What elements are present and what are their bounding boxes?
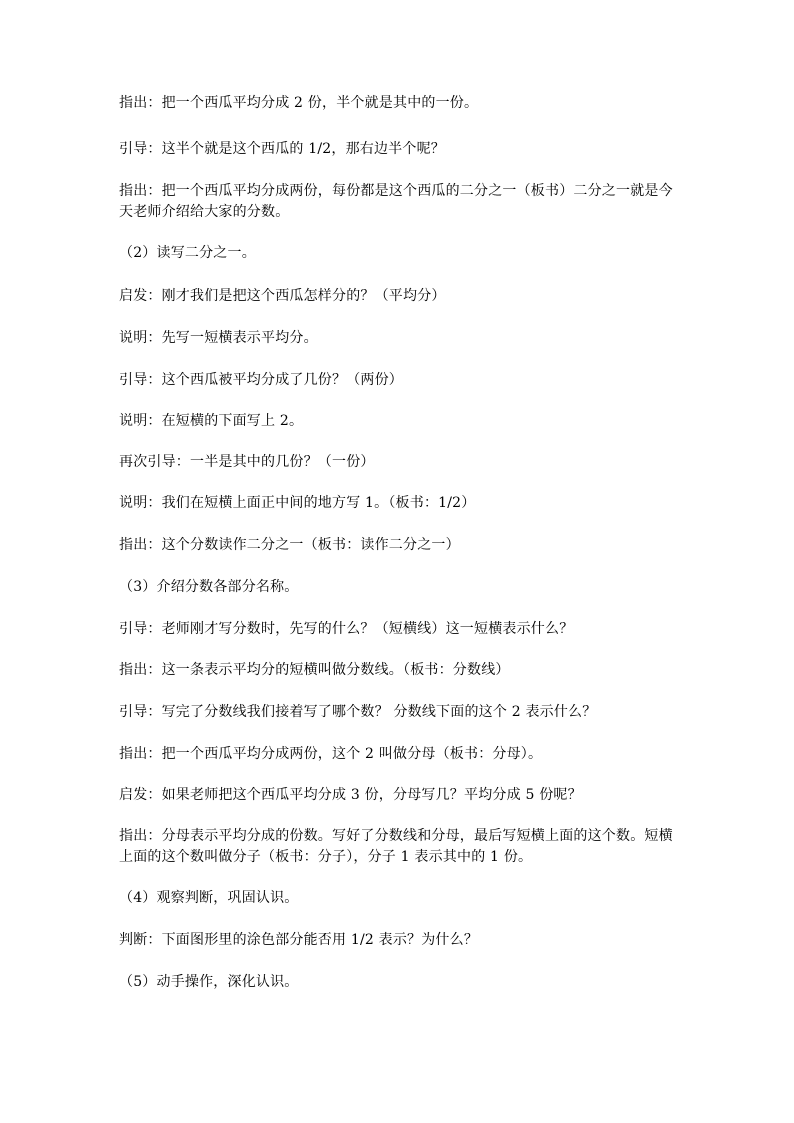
section-heading: （4）观察判断，巩固认识。 [119,890,299,906]
section-heading: （3）介绍分数各部分名称。 [119,579,299,595]
paragraph: 指出：把一个西瓜平均分成两份，这个 2 叫做分母（板书：分母）。 [119,746,543,762]
paragraph: 引导：这半个就是这个西瓜的 1/2，那右边半个呢？ [119,141,445,157]
paragraph: 引导：这个西瓜被平均分成了几份？（两份） [119,372,403,388]
paragraph: 引导：老师刚才写分数时，先写的什么？（短横线）这一短横表示什么？ [119,621,574,637]
paragraph: 说明：先写一短横表示平均分。 [119,330,318,346]
section-heading: （5）动手操作，深化认识。 [119,974,299,990]
section-heading: （2）读写二分之一。 [119,245,256,261]
paragraph: 说明：我们在短横上面正中间的地方写 1。（板书：1/2） [119,495,476,511]
paragraph: 再次引导：一半是其中的几份？（一份） [119,454,375,470]
paragraph: 指出：这个分数读作二分之一（板书：读作二分之一） [119,537,460,553]
paragraph: 启发：刚才我们是把这个西瓜怎样分的？（平均分） [119,288,446,304]
paragraph: 指出：把一个西瓜平均分成 2 份，半个就是其中的一份。 [119,95,479,111]
paragraph: 引导：写完了分数线我们接着写了哪个数？ 分数线下面的这个 2 表示什么？ [119,704,597,720]
paragraph: 说明：在短横的下面写上 2。 [119,413,304,429]
paragraph: 启发：如果老师把这个西瓜平均分成 3 份，分母写几？平均分成 5 份呢？ [119,787,582,803]
paragraph: 判断：下面图形里的涂色部分能否用 1/2 表示？为什么？ [119,932,479,948]
paragraph: 指出：分母表示平均分成的份数。写好了分数线和分母，最后写短横上面的这个数。短横上面的这个数叫做分子（板书：分子），分子 1 表示其中的 1 份。 [119,828,673,865]
paragraph: 指出：这一条表示平均分的短横叫做分数线。（板书：分数线） [119,662,510,678]
paragraph: 指出：把一个西瓜平均分成两份，每份都是这个西瓜的二分之一（板书）二分之一就是今天老师介绍给大家的分数。 [119,183,673,220]
